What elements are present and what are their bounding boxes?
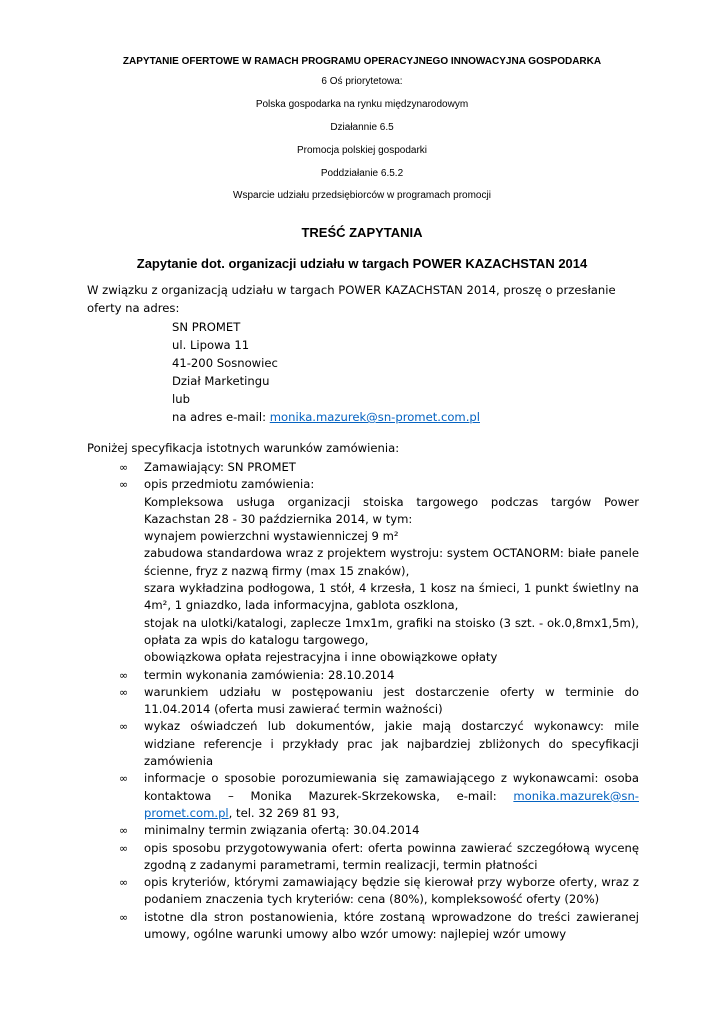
- address-dept: Dział Marketingu: [172, 374, 270, 388]
- list-item: [119, 718, 639, 770]
- intro-paragraph: W związku z organizacją udziału w targach POWER KAZACHSTAN 2014, proszę o przesłanie oferty na adres:: [87, 283, 616, 315]
- list-item: [119, 874, 639, 909]
- list-item: [119, 822, 639, 839]
- action-label: Działannie 6.5: [330, 122, 394, 133]
- address-or: lub: [172, 392, 190, 406]
- address-block: [172, 318, 480, 426]
- item-text: Zamawiający: SN PROMET: [144, 460, 296, 474]
- bullet-icon: ∞: [119, 841, 129, 855]
- address-email-line: [172, 408, 480, 426]
- list-item: [119, 476, 639, 666]
- axis-name: Polska gospodarka na rynku międzynarodowym: [255, 99, 469, 110]
- axis-label: 6 Oś priorytetowa:: [321, 76, 403, 87]
- address-street: ul. Lipowa 11: [172, 338, 250, 352]
- item-text: minimalny termin związania ofertą: 30.04.2014: [144, 823, 420, 838]
- bullet-icon: ∞: [119, 685, 129, 699]
- list-item: [119, 770, 639, 822]
- bullet-icon: ∞: [119, 824, 129, 838]
- list-item: [119, 909, 639, 944]
- list-item: [119, 684, 639, 719]
- item-subline: Kompleksowa usługa organizacji stoiska targowego podczas targów Power Kazachstan 28 - 30 października 2014, w tym:: [144, 494, 639, 526]
- bullet-icon: ∞: [119, 478, 129, 492]
- list-item: [119, 459, 639, 476]
- item-text: opis kryteriów, którymi zamawiający będzie się kierował przy wyborze oferty, wraz z podaniem znaczenia tych kryteriów: cena (80%), kompleksowość oferty (20%): [144, 875, 639, 907]
- list-item: [119, 840, 639, 875]
- address-company: SN PROMET: [172, 320, 241, 334]
- bullet-icon: ∞: [119, 720, 129, 734]
- item-text: wykaz oświadczeń lub dokumentów, jakie mają dostarczyć wykonawcy: mile widziane referencje i przykłady prac jak najbardziej zbliżonych do specyfikacji zamówienia: [144, 719, 639, 769]
- item-text: opis sposobu przygotowywania ofert: oferta powinna zawierać szczegółową wycenę zgodną z zadanymi parametrami, termin realizacji, termin płatności: [144, 840, 639, 872]
- bullet-icon: ∞: [119, 668, 129, 682]
- item-subline: zabudowa standardowa wraz z projektem wystroju: system OCTANORM: białe panele ścienne, fryz z nazwą firmy (max 15 znaków),: [144, 546, 639, 578]
- item-text: opis przedmiotu zamówienia:: [144, 477, 315, 492]
- bullet-icon: ∞: [119, 772, 129, 786]
- item-text: informacje o sposobie porozumiewania się zamawiającego z wykonawcami: osoba kontaktowa – Monika Mazurek-Skrzekowska, e-mail:: [144, 771, 639, 803]
- subaction-label: Poddziałanie 6.5.2: [320, 168, 404, 179]
- item-subline: stojak na ulotki/katalogi, zaplecze 1mx1m, grafiki na stoisko (3 szt. - ok.0,8mx1,5m), opłata za wpis do katalogu targowego,: [144, 615, 639, 647]
- bullet-icon: ∞: [119, 876, 129, 890]
- item-subline: wynajem powierzchni wystawienniczej 9 m²: [144, 529, 399, 544]
- program-heading: ZAPYTANIE OFERTOWE W RAMACH PROGRAMU OPERACYJNEGO INNOWACYJNA GOSPODARKA: [122, 56, 602, 67]
- list-item: [119, 667, 639, 684]
- item-text: termin wykonania zamówienia: 28.10.2014: [144, 667, 395, 682]
- item-subline: obowiązkowa opłata rejestracyjna i inne obowiązkowe opłaty: [144, 650, 498, 665]
- document-title: TREŚĆ ZAPYTANIA: [301, 225, 423, 240]
- email-link[interactable]: monika.mazurek@sn-promet.com.pl: [269, 410, 480, 424]
- item-subline: szara wykładzina podłogowa, 1 stół, 4 krzesła, 1 kosz na śmieci, 1 punkt świetlny na 4m², 1 gniazdko, lada informacyjna, gablota oszklona,: [144, 581, 639, 613]
- bullet-icon: ∞: [119, 910, 129, 924]
- spec-intro: Poniżej specyfikacja istotnych warunków zamówienia:: [87, 441, 400, 455]
- item-text: warunkiem udziału w postępowaniu jest dostarczenie oferty w terminie do 11.04.2014 (oferta musi zawierać termin ważności): [144, 684, 639, 717]
- spec-list: [119, 459, 639, 943]
- bullet-icon: ∞: [119, 461, 129, 474]
- contact-email-link[interactable]: monika.mazurek@sn-promet.com.pl: [144, 788, 639, 820]
- email-prefix: na adres e-mail:: [172, 410, 270, 424]
- address-city: 41-200 Sosnowiec: [172, 356, 278, 370]
- document-subtitle: Zapytanie dot. organizacji udziału w targach POWER KAZACHSTAN 2014: [136, 256, 588, 271]
- item-text: istotne dla stron postanowienia, które zostaną wprowadzone do treści zawieranej umowy, ogólne warunki umowy albo wzór umowy: najlepiej wzór umowy: [144, 909, 639, 942]
- subaction-name: Wsparcie udziału przedsiębiorców w programach promocji: [233, 190, 491, 201]
- action-name: Promocja polskiej gospodarki: [296, 145, 428, 156]
- item-text-suffix: , tel. 32 269 81 93,: [228, 805, 340, 820]
